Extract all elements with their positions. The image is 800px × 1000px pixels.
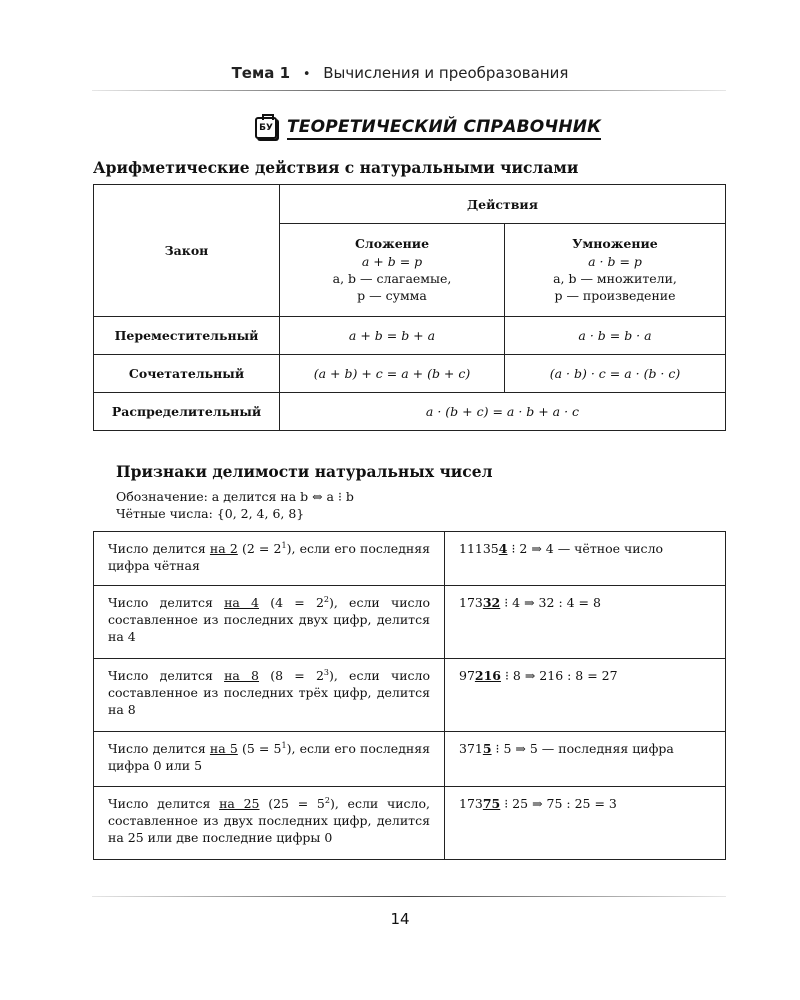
example-cell: 3715 ⁝ 5 ⇒ 5 — последняя цифра xyxy=(445,732,726,787)
law-mul-formula: (a · b) · c = a · (b · c) xyxy=(505,355,726,393)
notation-line: Обозначение: a делится на b ⇔ a ⁝ b xyxy=(116,489,354,504)
running-header xyxy=(0,64,800,82)
table-row xyxy=(94,393,726,431)
table-row xyxy=(94,317,726,355)
law-add-formula: a + b = b + a xyxy=(280,317,505,355)
rule-cell: Число делится на 4 $(4 = 2^2)$, если число составленное из последних двух цифр, делится на 4 xyxy=(94,586,445,659)
divisibility-table xyxy=(93,531,726,860)
arith-title: Арифметические действия с натуральными числами xyxy=(93,158,579,177)
rule-cell: Число делится на 25 $(25 = 5^2)$, если число, составленное из двух последних цифр, делится на 25 или две последние цифры 0 xyxy=(94,787,445,860)
table-row xyxy=(94,787,726,860)
table-row xyxy=(94,659,726,732)
header-divider xyxy=(92,90,726,91)
arith-laws-table xyxy=(93,184,726,431)
section-banner xyxy=(255,113,601,143)
table-row xyxy=(94,586,726,659)
example-cell: 97216 ⁝ 8 ⇒ 216 : 8 = 27 xyxy=(445,659,726,732)
addition-formula: a + b = p xyxy=(361,254,423,269)
law-header: Закон xyxy=(94,185,280,317)
law-mul-formula: a · b = b · a xyxy=(505,317,726,355)
addition-cell xyxy=(280,224,505,317)
law-name: Распределительный xyxy=(94,393,280,431)
even-digits-line: Чётные числа: {0, 2, 4, 6, 8} xyxy=(116,506,305,521)
table-row xyxy=(94,355,726,393)
table-row xyxy=(94,532,726,586)
table-row xyxy=(94,732,726,787)
header-separator: • xyxy=(302,67,311,82)
addition-title: Сложение xyxy=(354,236,430,251)
footer-divider xyxy=(92,896,726,897)
notebook-icon-label: БУ xyxy=(259,123,273,133)
notebook-icon xyxy=(255,117,277,139)
divisibility-title: Признаки делимости натуральных чисел xyxy=(116,462,493,481)
law-name: Сочетательный xyxy=(94,355,280,393)
page-number: 14 xyxy=(390,910,410,928)
example-cell: 17375 ⁝ 25 ⇒ 75 : 25 = 3 xyxy=(445,787,726,860)
header-subtitle: Вычисления и преобразования xyxy=(323,64,569,82)
multiplication-cell xyxy=(505,224,726,317)
rule-cell: Число делится на 5 $(5 = 5^1)$, если его последняя цифра 0 или 5 xyxy=(94,732,445,787)
rule-cell: Число делится на 2 $(2 = 2^1)$, если его последняя цифра чётная xyxy=(94,532,445,586)
divisibility-notes xyxy=(116,488,354,522)
multiplication-formula: a · b = p xyxy=(588,254,642,269)
example-cell: 17332 ⁝ 4 ⇒ 32 : 4 = 8 xyxy=(445,586,726,659)
section-title: ТЕОРЕТИЧЕСКИЙ СПРАВОЧНИК xyxy=(287,117,601,140)
law-add-formula: (a + b) + c = a + (b + c) xyxy=(280,355,505,393)
example-cell: 111354 ⁝ 2 ⇒ 4 — чётное число xyxy=(445,532,726,586)
header-topic: Тема 1 xyxy=(231,64,291,82)
addition-terms: a, b — слагаемые, xyxy=(332,271,452,286)
addition-result: p — сумма xyxy=(357,288,427,303)
actions-header: Действия xyxy=(280,185,726,224)
law-shared-formula: a · (b + c) = a · b + a · c xyxy=(280,393,726,431)
multiplication-result: p — произведение xyxy=(554,288,676,303)
rule-cell: Число делится на 8 $(8 = 2^3)$, если число составленное из последних трёх цифр, делится на 8 xyxy=(94,659,445,732)
multiplication-terms: a, b — множители, xyxy=(553,271,677,286)
law-name: Переместительный xyxy=(94,317,280,355)
multiplication-title: Умножение xyxy=(572,236,658,251)
